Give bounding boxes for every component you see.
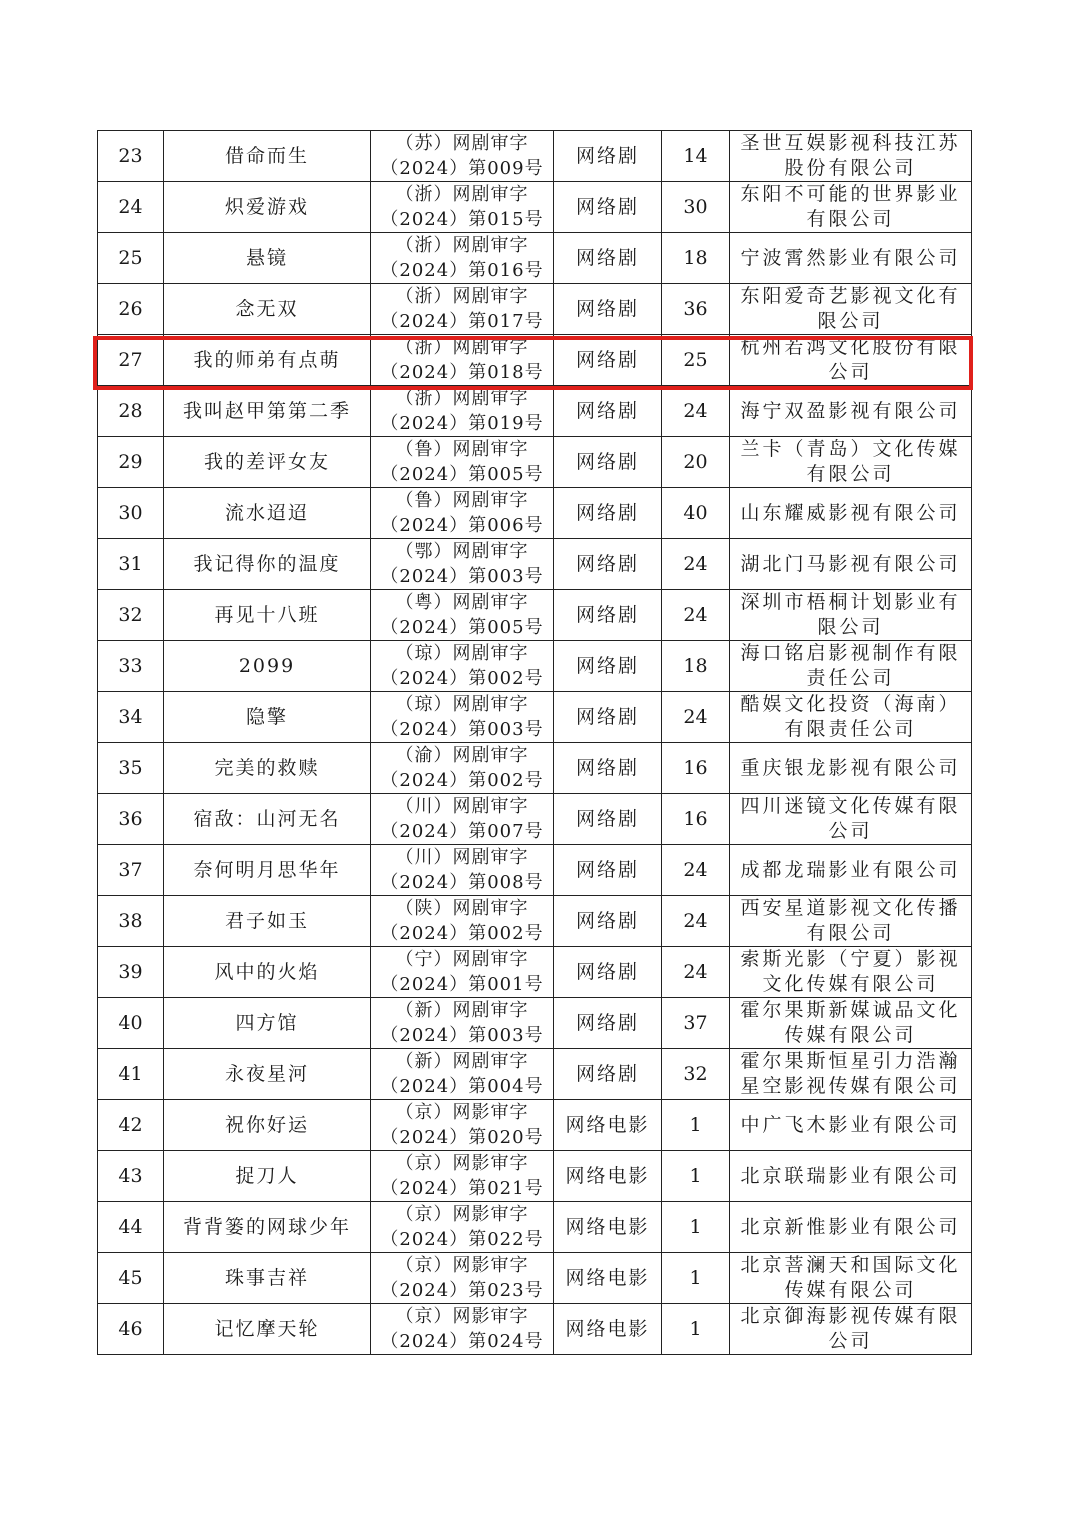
- episodes-cell: 16: [662, 794, 730, 845]
- row-number-cell: 42: [98, 1100, 164, 1151]
- table-row: [98, 1100, 972, 1151]
- episodes-cell: 37: [662, 998, 730, 1049]
- episodes-cell: 24: [662, 947, 730, 998]
- type-cell: 网络剧: [554, 284, 662, 335]
- license-cell-line: （2024）第003号: [380, 566, 544, 587]
- type-cell: 网络剧: [554, 182, 662, 233]
- company-cell-line: 四川迷镜文化传媒有限: [740, 795, 961, 817]
- episodes-cell: 25: [662, 335, 730, 386]
- company-cell: [730, 284, 972, 335]
- company-cell: [730, 1049, 972, 1100]
- license-cell-line: （2024）第007号: [380, 821, 544, 842]
- license-cell-line: （2024）第015号: [380, 209, 544, 230]
- company-cell-line: 公司: [828, 820, 873, 842]
- company-cell: [730, 335, 972, 386]
- company-cell: [730, 1253, 972, 1304]
- company-cell-line: 西安星道影视文化传播: [740, 897, 961, 919]
- table-row: [98, 335, 972, 386]
- episodes-cell: 14: [662, 131, 730, 182]
- license-cell: [371, 947, 554, 998]
- row-number-cell: 31: [98, 539, 164, 590]
- type-cell: 网络电影: [554, 1202, 662, 1253]
- license-cell: [371, 794, 554, 845]
- license-cell: [371, 641, 554, 692]
- company-cell-line: 星空影视传媒有限公司: [740, 1075, 961, 1097]
- episodes-cell: 1: [662, 1304, 730, 1355]
- title-cell: 奈何明月思华年: [164, 845, 371, 896]
- episodes-cell: 18: [662, 641, 730, 692]
- license-cell: [371, 1202, 554, 1253]
- company-cell-line: 限公司: [817, 616, 884, 638]
- company-cell-line: 有限责任公司: [784, 718, 917, 740]
- episodes-cell: 24: [662, 692, 730, 743]
- title-cell: 宿敌：山河无名: [164, 794, 371, 845]
- row-number-cell: 43: [98, 1151, 164, 1202]
- table-row: [98, 794, 972, 845]
- title-cell: 念无双: [164, 284, 371, 335]
- license-cell-line: （陕）网剧审字: [395, 898, 529, 919]
- type-cell: 网络剧: [554, 998, 662, 1049]
- type-cell: 网络剧: [554, 845, 662, 896]
- license-cell: [371, 1100, 554, 1151]
- title-cell: 记忆摩天轮: [164, 1304, 371, 1355]
- table-row: [98, 1151, 972, 1202]
- title-cell: 炽爱游戏: [164, 182, 371, 233]
- type-cell: 网络剧: [554, 743, 662, 794]
- license-cell-line: （新）网剧审字: [395, 1051, 529, 1072]
- company-cell: [730, 1202, 972, 1253]
- title-cell: 捉刀人: [164, 1151, 371, 1202]
- company-cell-line: 文化传媒有限公司: [762, 973, 939, 995]
- license-cell-line: （京）网影审字: [395, 1306, 529, 1327]
- company-cell-line: 传媒有限公司: [784, 1279, 917, 1301]
- license-cell-line: （2024）第006号: [380, 515, 544, 536]
- title-cell: 背背篓的网球少年: [164, 1202, 371, 1253]
- episodes-cell: 24: [662, 386, 730, 437]
- license-cell-line: （2024）第018号: [380, 362, 544, 383]
- type-cell: 网络电影: [554, 1304, 662, 1355]
- episodes-cell: 1: [662, 1202, 730, 1253]
- title-cell: 风中的火焰: [164, 947, 371, 998]
- company-cell-line: 索斯光影（宁夏）影视: [740, 948, 961, 970]
- type-cell: 网络剧: [554, 233, 662, 284]
- license-cell-line: （2024）第008号: [380, 872, 544, 893]
- table-row: [98, 131, 972, 182]
- row-number-cell: 30: [98, 488, 164, 539]
- table-row: [98, 896, 972, 947]
- company-cell: [730, 233, 972, 284]
- title-cell: 我的差评女友: [164, 437, 371, 488]
- company-cell: [730, 590, 972, 641]
- license-cell-line: （渝）网剧审字: [395, 745, 529, 766]
- row-number-cell: 40: [98, 998, 164, 1049]
- company-cell: [730, 947, 972, 998]
- company-cell: [730, 743, 972, 794]
- table-row: [98, 386, 972, 437]
- episodes-cell: 1: [662, 1100, 730, 1151]
- company-cell: [730, 437, 972, 488]
- company-cell-line: 中广飞木影业有限公司: [740, 1113, 961, 1136]
- company-cell: [730, 794, 972, 845]
- license-cell-line: （2024）第004号: [380, 1076, 544, 1097]
- license-cell-line: （京）网影审字: [395, 1153, 529, 1174]
- company-cell-line: 山东耀威影视有限公司: [740, 501, 961, 524]
- episodes-cell: 16: [662, 743, 730, 794]
- episodes-cell: 24: [662, 845, 730, 896]
- license-cell-line: （2024）第009号: [380, 158, 544, 179]
- type-cell: 网络剧: [554, 335, 662, 386]
- title-cell: 我的师弟有点萌: [164, 335, 371, 386]
- table-row: [98, 1202, 972, 1253]
- company-cell-line: 宁波霄然影业有限公司: [740, 246, 961, 269]
- row-number-cell: 46: [98, 1304, 164, 1355]
- episodes-cell: 24: [662, 896, 730, 947]
- license-cell: [371, 182, 554, 233]
- row-number-cell: 38: [98, 896, 164, 947]
- type-cell: 网络剧: [554, 947, 662, 998]
- table-row: [98, 233, 972, 284]
- table-row: [98, 1304, 972, 1355]
- row-number-cell: 24: [98, 182, 164, 233]
- company-cell-line: 成都龙瑞影业有限公司: [740, 858, 961, 881]
- license-cell: [371, 335, 554, 386]
- company-cell: [730, 488, 972, 539]
- license-cell-line: （浙）网剧审字: [395, 337, 529, 358]
- type-cell: 网络剧: [554, 794, 662, 845]
- title-cell: 珠事吉祥: [164, 1253, 371, 1304]
- license-cell-line: （2024）第024号: [380, 1331, 544, 1352]
- table-row: [98, 947, 972, 998]
- title-cell: 隐擎: [164, 692, 371, 743]
- license-cell-line: （新）网剧审字: [395, 1000, 529, 1021]
- title-cell: 四方馆: [164, 998, 371, 1049]
- episodes-cell: 32: [662, 1049, 730, 1100]
- table-row: [98, 845, 972, 896]
- row-number-cell: 45: [98, 1253, 164, 1304]
- row-number-cell: 28: [98, 386, 164, 437]
- type-cell: 网络剧: [554, 896, 662, 947]
- row-number-cell: 34: [98, 692, 164, 743]
- license-cell-line: （2024）第019号: [380, 413, 544, 434]
- company-cell-line: 有限公司: [806, 208, 895, 230]
- license-cell-line: （浙）网剧审字: [395, 286, 529, 307]
- table-row: [98, 641, 972, 692]
- license-cell: [371, 233, 554, 284]
- title-cell: 我记得你的温度: [164, 539, 371, 590]
- license-cell: [371, 284, 554, 335]
- approval-table: [97, 130, 972, 1355]
- row-number-cell: 23: [98, 131, 164, 182]
- episodes-cell: 24: [662, 590, 730, 641]
- license-cell-line: （2024）第020号: [380, 1127, 544, 1148]
- license-cell-line: （2024）第023号: [380, 1280, 544, 1301]
- table-row: [98, 182, 972, 233]
- type-cell: 网络剧: [554, 1049, 662, 1100]
- license-cell: [371, 1304, 554, 1355]
- license-cell-line: （2024）第017号: [380, 311, 544, 332]
- company-cell-line: 海宁双盈影视有限公司: [740, 399, 961, 422]
- row-number-cell: 27: [98, 335, 164, 386]
- company-cell: [730, 1100, 972, 1151]
- table-row: [98, 590, 972, 641]
- type-cell: 网络剧: [554, 131, 662, 182]
- title-cell: 祝你好运: [164, 1100, 371, 1151]
- license-cell: [371, 1151, 554, 1202]
- row-number-cell: 44: [98, 1202, 164, 1253]
- company-cell-line: 北京联瑞影业有限公司: [740, 1164, 961, 1187]
- company-cell-line: 公司: [828, 1330, 873, 1352]
- table-row: [98, 1049, 972, 1100]
- row-number-cell: 37: [98, 845, 164, 896]
- table-row: [98, 1253, 972, 1304]
- episodes-cell: 24: [662, 539, 730, 590]
- license-cell-line: （2024）第005号: [380, 617, 544, 638]
- row-number-cell: 35: [98, 743, 164, 794]
- episodes-cell: 30: [662, 182, 730, 233]
- license-cell: [371, 131, 554, 182]
- license-cell-line: （2024）第003号: [380, 1025, 544, 1046]
- license-cell-line: （2024）第005号: [380, 464, 544, 485]
- company-cell-line: 深圳市梧桐计划影业有: [740, 591, 961, 613]
- row-number-cell: 25: [98, 233, 164, 284]
- title-cell: 再见十八班: [164, 590, 371, 641]
- company-cell-line: 传媒有限公司: [784, 1024, 917, 1046]
- license-cell: [371, 488, 554, 539]
- company-cell-line: 东阳不可能的世界影业: [740, 183, 961, 205]
- license-cell: [371, 998, 554, 1049]
- title-cell: 我叫赵甲第第二季: [164, 386, 371, 437]
- license-cell-line: （鲁）网剧审字: [395, 490, 529, 511]
- company-cell: [730, 182, 972, 233]
- company-cell: [730, 896, 972, 947]
- company-cell-line: 霍尔果斯新媒诚品文化: [740, 999, 961, 1021]
- company-cell-line: 限公司: [817, 310, 884, 332]
- license-cell-line: （浙）网剧审字: [395, 184, 529, 205]
- license-cell-line: （琼）网剧审字: [395, 694, 529, 715]
- license-cell-line: （2024）第003号: [380, 719, 544, 740]
- title-cell: 永夜星河: [164, 1049, 371, 1100]
- license-cell: [371, 590, 554, 641]
- company-cell-line: 股份有限公司: [784, 157, 917, 179]
- type-cell: 网络电影: [554, 1100, 662, 1151]
- title-cell: 悬镜: [164, 233, 371, 284]
- company-cell-line: 酷娱文化投资（海南）: [740, 693, 961, 715]
- type-cell: 网络电影: [554, 1253, 662, 1304]
- row-number-cell: 33: [98, 641, 164, 692]
- company-cell-line: 北京新惟影业有限公司: [740, 1215, 961, 1238]
- company-cell: [730, 386, 972, 437]
- table-row: [98, 284, 972, 335]
- license-cell-line: （宁）网剧审字: [395, 949, 529, 970]
- row-number-cell: 29: [98, 437, 164, 488]
- company-cell-line: 北京菩澜天和国际文化: [740, 1254, 961, 1276]
- company-cell: [730, 692, 972, 743]
- company-cell-line: 重庆银龙影视有限公司: [740, 756, 961, 779]
- company-cell: [730, 998, 972, 1049]
- title-cell: 完美的救赎: [164, 743, 371, 794]
- company-cell-line: 海口铭启影视制作有限: [740, 642, 961, 664]
- license-cell-line: （鄂）网剧审字: [395, 541, 529, 562]
- row-number-cell: 26: [98, 284, 164, 335]
- license-cell: [371, 1253, 554, 1304]
- company-cell: [730, 641, 972, 692]
- episodes-cell: 1: [662, 1151, 730, 1202]
- license-cell-line: （粤）网剧审字: [395, 592, 529, 613]
- company-cell: [730, 131, 972, 182]
- table-row: [98, 488, 972, 539]
- company-cell: [730, 1304, 972, 1355]
- license-cell-line: （浙）网剧审字: [395, 388, 529, 409]
- company-cell-line: 有限公司: [806, 922, 895, 944]
- license-cell-line: （2024）第002号: [380, 923, 544, 944]
- company-cell-line: 圣世互娱影视科技江苏: [740, 132, 961, 154]
- table-row: [98, 539, 972, 590]
- title-cell: 流水迢迢: [164, 488, 371, 539]
- company-cell: [730, 539, 972, 590]
- company-cell-line: 公司: [828, 361, 873, 383]
- type-cell: 网络剧: [554, 488, 662, 539]
- license-cell: [371, 437, 554, 488]
- company-cell-line: 杭州若鸿文化股份有限: [740, 336, 961, 358]
- title-cell: 2099: [164, 641, 371, 692]
- table-row: [98, 692, 972, 743]
- license-cell-line: （2024）第001号: [380, 974, 544, 995]
- type-cell: 网络电影: [554, 1151, 662, 1202]
- license-cell-line: （京）网影审字: [395, 1204, 529, 1225]
- company-cell-line: 东阳爱奇艺影视文化有: [740, 285, 961, 307]
- license-cell-line: （京）网影审字: [395, 1102, 529, 1123]
- company-cell-line: 湖北门马影视有限公司: [740, 552, 961, 575]
- table-row: [98, 998, 972, 1049]
- row-number-cell: 41: [98, 1049, 164, 1100]
- license-cell-line: （鲁）网剧审字: [395, 439, 529, 460]
- license-cell-line: （川）网剧审字: [395, 796, 529, 817]
- title-cell: 君子如玉: [164, 896, 371, 947]
- license-cell: [371, 692, 554, 743]
- row-number-cell: 36: [98, 794, 164, 845]
- episodes-cell: 18: [662, 233, 730, 284]
- license-cell-line: （2024）第021号: [380, 1178, 544, 1199]
- type-cell: 网络剧: [554, 590, 662, 641]
- license-cell-line: （川）网剧审字: [395, 847, 529, 868]
- license-cell: [371, 896, 554, 947]
- license-cell-line: （京）网影审字: [395, 1255, 529, 1276]
- license-cell-line: （苏）网剧审字: [395, 133, 529, 154]
- episodes-cell: 40: [662, 488, 730, 539]
- row-number-cell: 32: [98, 590, 164, 641]
- table-body: [98, 131, 972, 1355]
- license-cell-line: （2024）第016号: [380, 260, 544, 281]
- license-cell: [371, 539, 554, 590]
- company-cell-line: 北京御海影视传媒有限: [740, 1305, 961, 1327]
- episodes-cell: 36: [662, 284, 730, 335]
- license-cell: [371, 386, 554, 437]
- company-cell-line: 兰卡（青岛）文化传媒: [740, 438, 961, 460]
- title-cell: 借命而生: [164, 131, 371, 182]
- episodes-cell: 20: [662, 437, 730, 488]
- company-cell-line: 责任公司: [806, 667, 895, 689]
- type-cell: 网络剧: [554, 386, 662, 437]
- type-cell: 网络剧: [554, 641, 662, 692]
- table-row: [98, 437, 972, 488]
- license-cell-line: （浙）网剧审字: [395, 235, 529, 256]
- company-cell-line: 霍尔果斯恒星引力浩瀚: [740, 1050, 961, 1072]
- type-cell: 网络剧: [554, 692, 662, 743]
- license-cell: [371, 845, 554, 896]
- license-cell-line: （2024）第022号: [380, 1229, 544, 1250]
- type-cell: 网络剧: [554, 437, 662, 488]
- company-cell: [730, 1151, 972, 1202]
- license-cell: [371, 1049, 554, 1100]
- type-cell: 网络剧: [554, 539, 662, 590]
- company-cell-line: 有限公司: [806, 463, 895, 485]
- license-cell-line: （2024）第002号: [380, 770, 544, 791]
- row-number-cell: 39: [98, 947, 164, 998]
- table-row: [98, 743, 972, 794]
- license-cell: [371, 743, 554, 794]
- license-cell-line: （琼）网剧审字: [395, 643, 529, 664]
- company-cell: [730, 845, 972, 896]
- license-cell-line: （2024）第002号: [380, 668, 544, 689]
- episodes-cell: 1: [662, 1253, 730, 1304]
